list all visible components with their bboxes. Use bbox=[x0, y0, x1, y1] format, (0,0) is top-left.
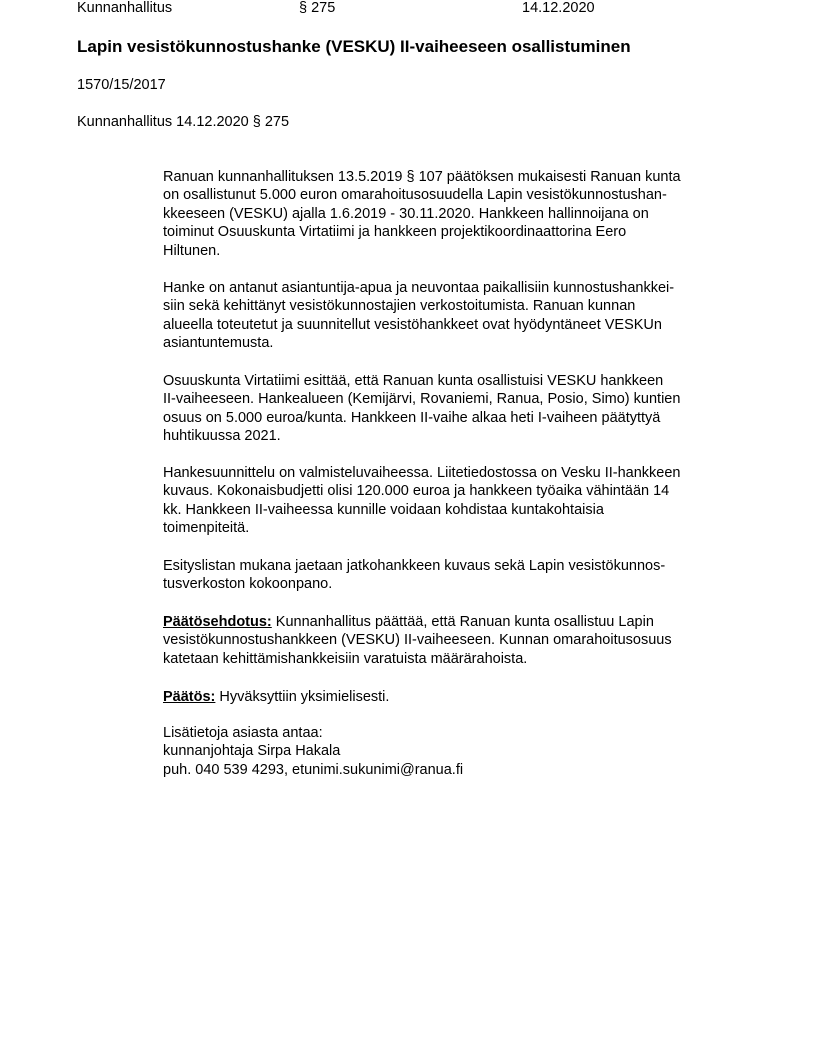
text-line: siin sekä kehittänyt vesistökunnostajien verkostoitumista. Ranuan kunnan bbox=[163, 298, 636, 315]
text-line: Ranuan kunnanhallituksen 13.5.2019 § 107 päätöksen mukaisesti Ranuan kunta bbox=[163, 169, 681, 185]
text-line: katetaan kehittämishankkeisiin varatuista määrärahoista. bbox=[163, 650, 528, 667]
text-line: Esityslistan mukana jaetaan jatkohankkeen kuvaus sekä Lapin vesistökunnos- bbox=[163, 558, 666, 574]
text-line: II-vaiheeseen. Hankealueen (Kemijärvi, Rovaniemi, Ranua, Posio, Simo) kuntien bbox=[163, 391, 681, 408]
contact-details: puh. 040 539 4293, etunimi.sukunimi@ranua.fi bbox=[163, 761, 464, 778]
header-body: Kunnanhallitus bbox=[77, 0, 173, 16]
decision bbox=[163, 688, 389, 706]
header-date: 14.12.2020 bbox=[522, 0, 595, 16]
header-section: § 275 bbox=[299, 0, 336, 16]
decision-label: Päätös: bbox=[163, 689, 216, 705]
text-line: asiantuntemusta. bbox=[163, 335, 274, 352]
text-line: alueella toteutetut ja suunnitellut vesistöhankkeet ovat hyödyntäneet VESKUn bbox=[163, 316, 662, 333]
decision-proposal bbox=[163, 613, 672, 668]
paragraph-1 bbox=[163, 168, 681, 260]
paragraph-2 bbox=[163, 279, 674, 353]
paragraph-5 bbox=[163, 557, 665, 594]
text-line: Osuuskunta Virtatiimi esittää, että Ranuan kunta osallistuisi VESKU hankkeen bbox=[163, 373, 664, 389]
text-line: toimenpiteitä. bbox=[163, 520, 250, 537]
contact-name: kunnanjohtaja Sirpa Hakala bbox=[163, 743, 341, 760]
text-line: kuvaus. Kokonaisbudjetti olisi 120.000 euroa ja hankkeen työaika vähintään 14 bbox=[163, 483, 670, 500]
proposal-label: Päätösehdotus: bbox=[163, 614, 272, 630]
text-line: kk. Hankkeen II-vaiheessa kunnille voidaan kohdistaa kuntakohtaisia bbox=[163, 501, 604, 518]
text-line: tusverkoston kokoonpano. bbox=[163, 576, 333, 593]
text-line: Hanke on antanut asiantuntija-apua ja neuvontaa paikallisiin kunnostushankkei- bbox=[163, 280, 675, 296]
text-line: Hiltunen. bbox=[163, 242, 221, 259]
text-line: osuus on 5.000 euroa/kunta. Hankkeen II-vaihe alkaa heti I-vaiheen päätyttyä bbox=[163, 409, 661, 426]
document-title: Lapin vesistökunnostushanke (VESKU) II-vaiheeseen osallistuminen bbox=[77, 37, 631, 56]
text-line: toiminut Osuuskunta Virtatiimi ja hankkeen projektikoordinaattorina Eero bbox=[163, 224, 627, 241]
meeting-reference: Kunnanhallitus 14.12.2020 § 275 bbox=[77, 114, 290, 130]
text-line: Hankesuunnittelu on valmisteluvaiheessa. Liitetiedostossa on Vesku II-hankkeen bbox=[163, 465, 681, 481]
text-line: huhtikuussa 2021. bbox=[163, 428, 281, 445]
text-line: Lisätietoja asiasta antaa: bbox=[163, 725, 323, 741]
text-line: vesistökunnostushankkeen (VESKU) II-vaiheeseen. Kunnan omarahoitusosuus bbox=[163, 632, 672, 649]
paragraph-3 bbox=[163, 372, 680, 446]
paragraph-4 bbox=[163, 464, 680, 538]
decision-text: Hyväksyttiin yksimielisesti. bbox=[215, 689, 390, 705]
record-number: 1570/15/2017 bbox=[77, 77, 166, 93]
text-line: on osallistunut 5.000 euron omarahoitusosuudella Lapin vesistökunnostushan- bbox=[163, 187, 667, 204]
text-line: kkeeseen (VESKU) ajalla 1.6.2019 - 30.11.2020. Hankkeen hallinnoijana on bbox=[163, 205, 649, 222]
text-line: Kunnanhallitus päättää, että Ranuan kunta osallistuu Lapin bbox=[271, 614, 654, 630]
contact-info bbox=[163, 724, 463, 779]
